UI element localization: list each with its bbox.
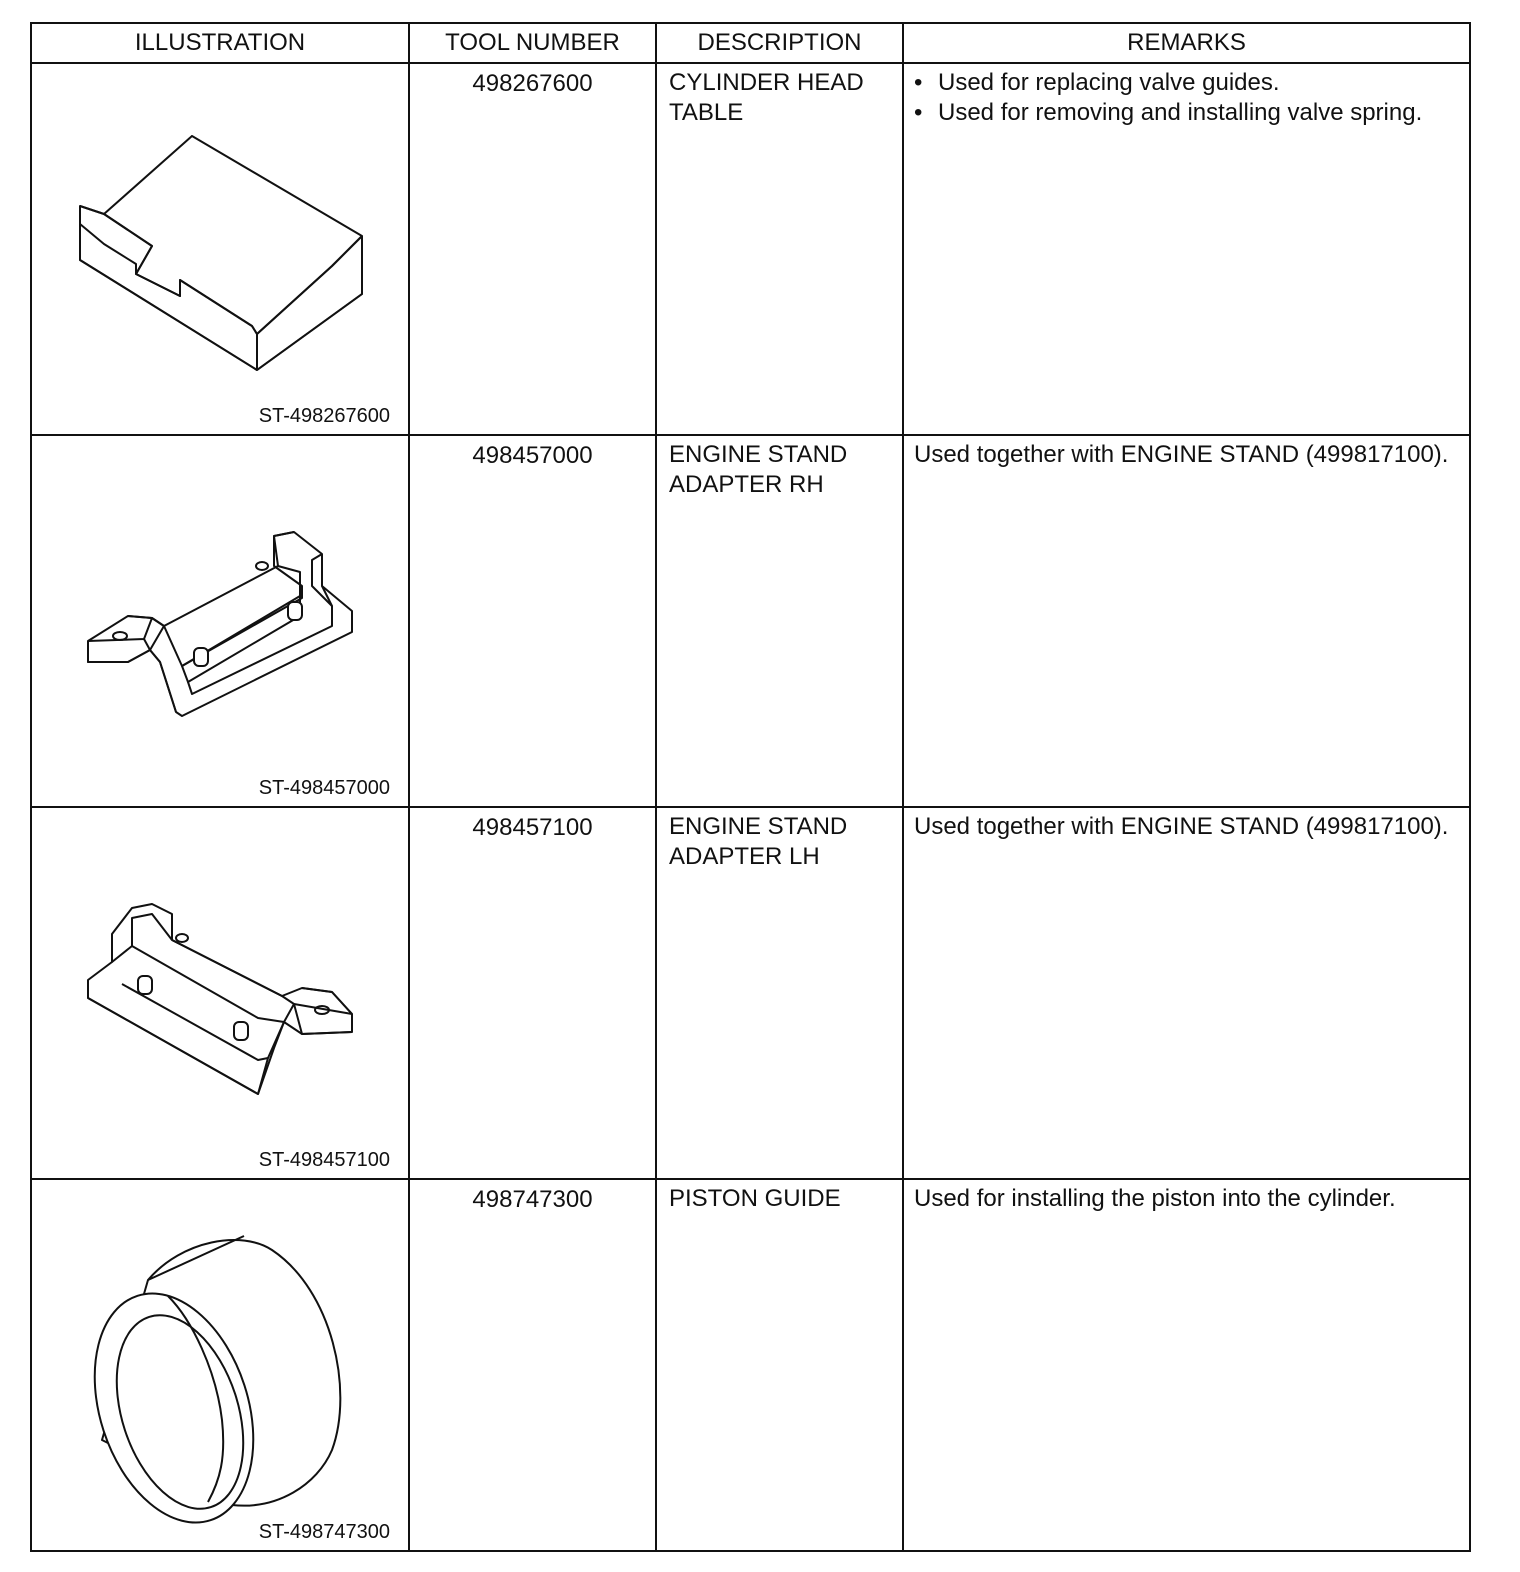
cylinder-head-table-icon (32, 64, 408, 428)
description-cell (656, 1179, 903, 1551)
special-tools-table (30, 22, 1471, 1552)
description-line: TABLE (669, 99, 744, 126)
illustration-code: ST-498457000 (258, 777, 390, 799)
description-line: PISTON GUIDE (669, 1185, 841, 1212)
engine-stand-adapter-lh-icon (32, 808, 408, 1172)
table-row (31, 435, 1470, 807)
remark-text: Used together with ENGINE STAND (499817100). (914, 813, 1449, 840)
tool-number-cell: 498457100 (409, 807, 656, 1179)
remark-text: Used for installing the piston into the cylinder. (914, 1185, 1396, 1212)
description-cell (656, 435, 903, 807)
description-line: ADAPTER RH (669, 471, 824, 498)
table-row (31, 1179, 1470, 1551)
remarks-cell (903, 1179, 1470, 1551)
tool-number-cell: 498457000 (409, 435, 656, 807)
header-remarks: REMARKS (903, 23, 1470, 63)
header-description: DESCRIPTION (656, 23, 903, 63)
description-cell (656, 63, 903, 435)
illustration-cell (31, 1179, 409, 1551)
tool-number-cell: 498747300 (409, 1179, 656, 1551)
description-line: ADAPTER LH (669, 843, 820, 870)
illustration-code: ST-498457100 (258, 1149, 390, 1171)
table-row (31, 63, 1470, 435)
piston-guide-icon (32, 1180, 408, 1544)
description-line: ENGINE STAND (669, 813, 848, 840)
description-line: ENGINE STAND (669, 441, 848, 468)
remarks-cell (903, 63, 1470, 435)
remark-item: • Used for removing and installing valve spring. (914, 98, 1457, 128)
tool-number-cell: 498267600 (409, 63, 656, 435)
remarks-cell (903, 435, 1470, 807)
description-cell (656, 807, 903, 1179)
remarks-cell (903, 807, 1470, 1179)
remark-item: • Used for replacing valve guides. (914, 68, 1457, 98)
remark-text: Used together with ENGINE STAND (499817100). (914, 441, 1449, 468)
remarks-list (914, 68, 1457, 128)
illustration-cell (31, 435, 409, 807)
header-row (31, 23, 1470, 63)
illustration-cell (31, 807, 409, 1179)
description-line: CYLINDER HEAD (669, 69, 864, 96)
engine-stand-adapter-rh-icon (32, 436, 408, 800)
illustration-code: ST-498747300 (258, 1521, 390, 1543)
header-tool-number: TOOL NUMBER (409, 23, 656, 63)
header-illustration: ILLUSTRATION (31, 23, 409, 63)
illustration-code: ST-498267600 (258, 405, 390, 427)
table-row (31, 807, 1470, 1179)
illustration-cell (31, 63, 409, 435)
